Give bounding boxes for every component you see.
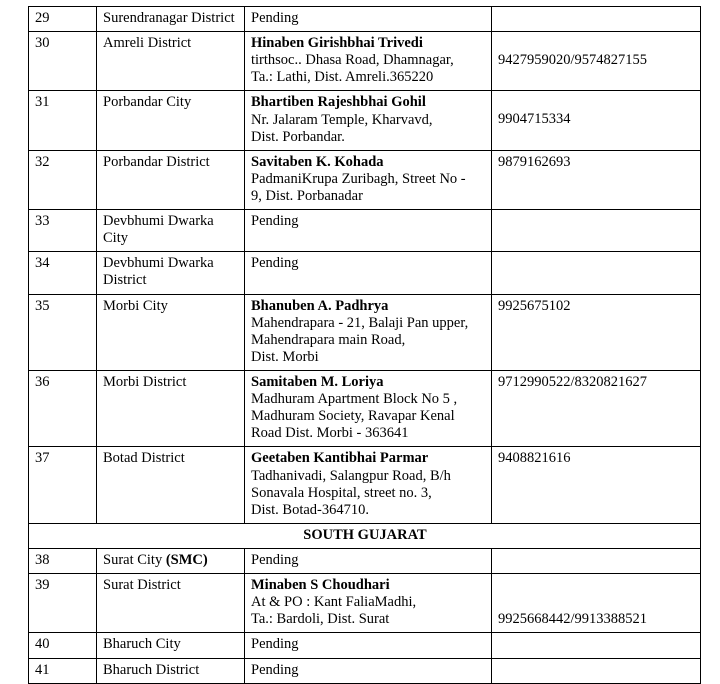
contact-name: Bhanuben A. Padhrya: [251, 297, 389, 314]
row-serial: 32: [29, 150, 97, 209]
address-line: Madhuram Society, Ravapar Kenal: [251, 408, 455, 425]
row-detail: [245, 574, 492, 633]
row-area: Surat City (SMC): [97, 548, 245, 573]
row-phone: [492, 91, 701, 150]
row-phone: [492, 574, 701, 633]
contact-name: Bhartiben Rajeshbhai Gohil: [251, 94, 426, 111]
address-line: Road Dist. Morbi - 363641: [251, 425, 409, 442]
row-phone: [492, 32, 701, 91]
row-serial: 37: [29, 447, 97, 523]
contact-table: [28, 6, 701, 684]
row-serial: 34: [29, 252, 97, 294]
table-row: [29, 548, 701, 573]
row-serial: 29: [29, 7, 97, 32]
row-serial: 33: [29, 210, 97, 252]
row-serial: 39: [29, 574, 97, 633]
row-phone: [492, 252, 701, 294]
table-body: [29, 7, 701, 684]
row-detail: [245, 150, 492, 209]
row-serial: 36: [29, 370, 97, 446]
row-detail: [245, 447, 492, 523]
address-line: Nr. Jalaram Temple, Kharvavd,: [251, 111, 433, 128]
table-row: [29, 447, 701, 523]
row-detail: Pending: [245, 633, 492, 658]
table-row: [29, 294, 701, 370]
table-row: [29, 150, 701, 209]
row-serial: 35: [29, 294, 97, 370]
phone-number: 9427959020/9574827155: [498, 52, 648, 69]
row-area: Morbi City: [97, 294, 245, 370]
area-qualifier: (SMC): [165, 551, 208, 568]
row-detail: Pending: [245, 210, 492, 252]
row-serial: 30: [29, 32, 97, 91]
address-line: Dist. Botad-364710.: [251, 501, 370, 518]
row-area: Porbandar District: [97, 150, 245, 209]
address-line: Madhuram Apartment Block No 5 ,: [251, 391, 458, 408]
table-row: [29, 658, 701, 683]
contact-name: Hinaben Girishbhai Trivedi: [251, 35, 423, 52]
row-area: Surat District: [97, 574, 245, 633]
row-area: Bharuch City: [97, 633, 245, 658]
row-serial: 31: [29, 91, 97, 150]
contact-name: Minaben S Choudhari: [251, 577, 390, 594]
contact-name: Geetaben Kantibhai Parmar: [251, 450, 429, 467]
table-row: [29, 370, 701, 446]
row-detail: Pending: [245, 7, 492, 32]
table-row: [29, 7, 701, 32]
table-row: [29, 210, 701, 252]
row-phone: [492, 210, 701, 252]
table-row: [29, 32, 701, 91]
row-detail: [245, 91, 492, 150]
row-area: Bharuch District: [97, 658, 245, 683]
row-detail: [245, 294, 492, 370]
contact-name: Samitaben M. Loriya: [251, 373, 384, 390]
table-row: [29, 91, 701, 150]
address-line: At & PO : Kant FaliaMadhi,: [251, 594, 417, 611]
address-line: tirthsoc.. Dhasa Road, Dhamnagar,: [251, 52, 454, 69]
row-phone: 9408821616: [492, 447, 701, 523]
row-area: Botad District: [97, 447, 245, 523]
section-header-row: [29, 523, 701, 548]
address-line: Ta.: Bardoli, Dist. Surat: [251, 611, 390, 628]
address-line: Mahendrapara main Road,: [251, 331, 406, 348]
address-line: Mahendrapara - 21, Balaji Pan upper,: [251, 314, 469, 331]
row-phone: [492, 658, 701, 683]
phone-number: 9904715334: [498, 111, 571, 128]
row-serial: 40: [29, 633, 97, 658]
row-serial: 38: [29, 548, 97, 573]
table-row: [29, 633, 701, 658]
section-header: SOUTH GUJARAT: [29, 523, 701, 548]
row-detail: Pending: [245, 658, 492, 683]
row-detail: Pending: [245, 548, 492, 573]
row-phone: 9879162693: [492, 150, 701, 209]
phone-number: 9925668442/9913388521: [498, 611, 648, 628]
row-detail: Pending: [245, 252, 492, 294]
row-phone: 9712990522/8320821627: [492, 370, 701, 446]
row-area: Devbhumi Dwarka District: [97, 252, 245, 294]
address-line: 9, Dist. Porbanadar: [251, 187, 363, 204]
table-row: [29, 252, 701, 294]
address-line: Dist. Porbandar.: [251, 128, 345, 145]
row-detail: [245, 32, 492, 91]
row-area: Devbhumi Dwarka City: [97, 210, 245, 252]
address-line: Sonavala Hospital, street no. 3,: [251, 484, 432, 501]
table-row: [29, 574, 701, 633]
row-area: Amreli District: [97, 32, 245, 91]
row-serial: 41: [29, 658, 97, 683]
address-line: Ta.: Lathi, Dist. Amreli.365220: [251, 69, 434, 86]
address-line: Dist. Morbi: [251, 348, 319, 365]
row-phone: [492, 7, 701, 32]
contact-name: Savitaben K. Kohada: [251, 153, 384, 170]
row-phone: [492, 633, 701, 658]
row-phone: [492, 548, 701, 573]
row-phone: 9925675102: [492, 294, 701, 370]
address-line: PadmaniKrupa Zuribagh, Street No -: [251, 170, 466, 187]
row-area: Porbandar City: [97, 91, 245, 150]
address-line: Tadhanivadi, Salangpur Road, B/h: [251, 467, 451, 484]
row-detail: [245, 370, 492, 446]
row-area: Surendranagar District: [97, 7, 245, 32]
row-area: Morbi District: [97, 370, 245, 446]
